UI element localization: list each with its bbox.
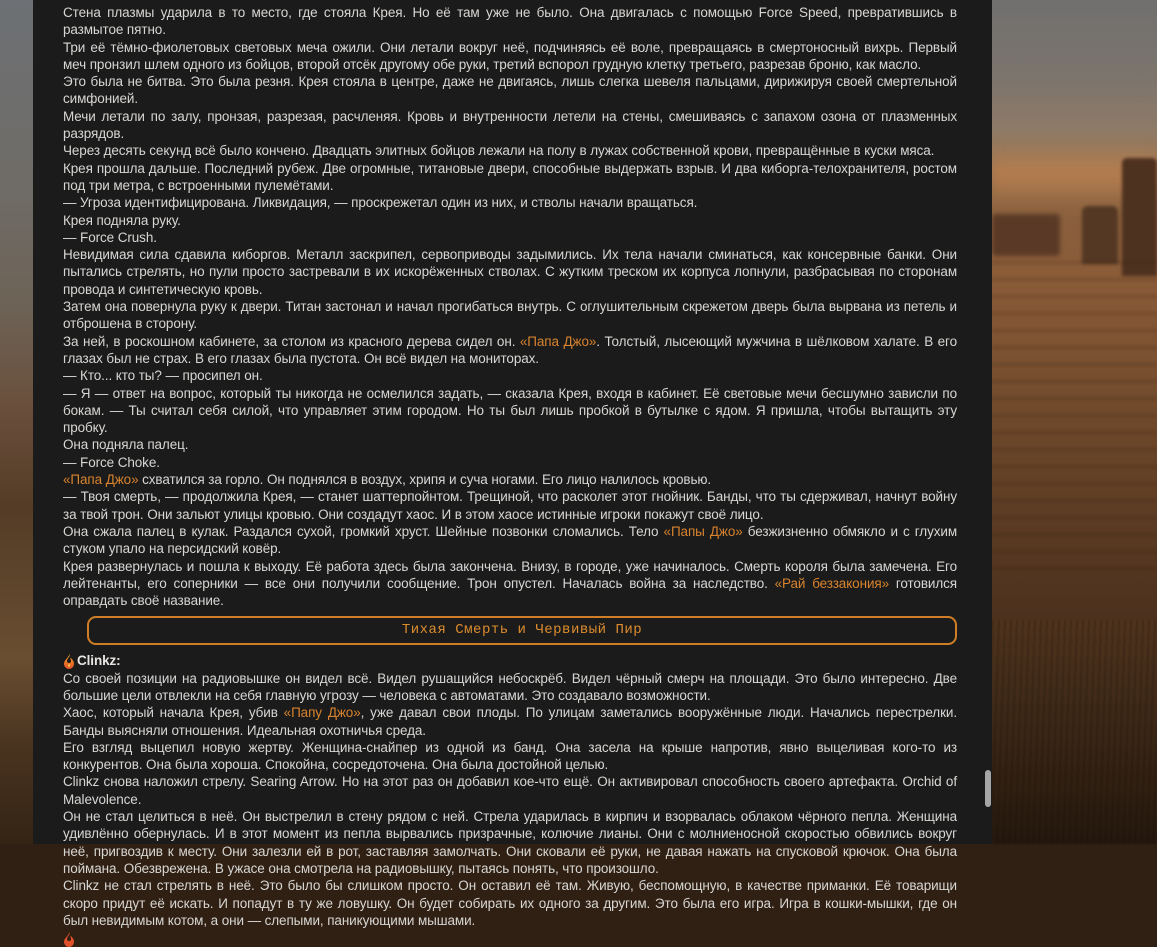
flame-icon (63, 932, 75, 947)
character-mention: «Папы Джо» (664, 524, 743, 539)
background-left-strip (0, 0, 33, 844)
character-mention: «Рай беззакония» (775, 576, 889, 591)
character-mention: «Папу Джо» (284, 705, 361, 720)
story-paragraph: Крея развернулась и пошла к выходу. Её работа здесь была закончена. Внизу, в городе, уже начиналось. Смерть короля была замечена. Его лейтенанты, его соперники — все они получили сообщение. Трон опустел. Началась война за наследство. «Рай беззакония» готовился оправдать своё название. (63, 558, 957, 610)
grass-texture (992, 620, 1157, 844)
story-paragraph: Мечи летали по залу, пронзая, разрезая, расчленяя. Кровь и внутренности летели на стены, смешиваясь с запахом озона от плазменных разрядов. (63, 108, 957, 143)
story-paragraph: Clinkz снова наложил стрелу. Searing Arrow. Но на этот раз он добавил кое-что ещё. Он активировал способность своего артефакта. Orchid of Malevolence. (63, 773, 957, 808)
flame-icon (63, 654, 75, 669)
story-paragraph: Крея подняла руку. (63, 212, 957, 229)
story-paragraph: Хаос, который начала Крея, убив «Папу Джо», уже давал свои плоды. По улицам заметались вооружённые люди. Начались перестрелки. Банды выясняли отношения. Идеальная охотничья среда. (63, 704, 957, 739)
story-body-part1 (63, 4, 957, 609)
story-paragraph: Clinkz не стал стрелять в неё. Это было бы слишком просто. Он оставил её там. Живую, беспомощную, в качестве приманки. Её товарищи скоро придут её искать. И попадут в ту же ловушку. Он будет собирать их одного за другим. Это была его игра. Игра в кошки-мышки, где он был невидимым котом, а они — слепыми, паникующими мышами. (63, 877, 957, 929)
story-paragraph: За ней, в роскошном кабинете, за столом из красного дерева сидел он. «Папа Джо». Толстый, лысеющий мужчина в шёлковом халате. В его глазах был не страх. В его глазах была пустота. Он всё видел на мониторах. (63, 333, 957, 368)
character-mention: «Папа Джо» (520, 334, 596, 349)
chapter-title: Тихая Смерть и Червивый Пир (402, 622, 642, 638)
story-paragraph: «Папа Джо» схватился за горло. Он поднялся в воздух, хрипя и суча ногами. Его лицо налилось кровью. (63, 471, 957, 488)
scrollbar-thumb[interactable] (985, 770, 991, 807)
story-body-part2 (63, 670, 957, 929)
desert-field-texture (992, 260, 1157, 580)
chapter-title-box (87, 616, 957, 645)
story-paragraph: Три её тёмно-фиолетовых световых меча ожили. Они летали вокруг неё, подчиняясь её воле, превращаясь в смертоносный вихрь. Первый меч пронзил шлем одного из бойцов, второй отсёк другому обе руки, третий вспорол грудную клетку третьего, разрезав броню, как масло. (63, 39, 957, 74)
story-paragraph: — Я — ответ на вопрос, который ты никогда не осмелился задать, — сказала Крея, входя в кабинет. Её световые мечи бесшумно зависли по бокам. — Ты считал себя силой, что управляет этим городом. Но ты был лишь пробкой в бутылке с ядом. Я пришла, чтобы вытащить эту пробку. (63, 385, 957, 437)
story-paragraph: Через десять секунд всё было кончено. Двадцать элитных бойцов лежали на полу в лужах собственной крови, превращённые в куски мяса. (63, 142, 957, 159)
story-paragraph: Затем она повернула руку к двери. Титан застонал и начал прогибаться внутрь. С оглушительным скрежетом дверь была вырвана из петель и отброшена в сторону. (63, 298, 957, 333)
section-author: Clinkz: (77, 652, 121, 669)
character-mention: «Папа Джо» (63, 472, 138, 487)
story-paragraph: Со своей позиции на радиовышке он видел всё. Видел рушащийся небоскрёб. Видел чёрный смерч на площади. Это было интересно. Две большие цели отвлекли на себя главную угрозу — человека с автоматами. Это создавало возможности. (63, 670, 957, 705)
rock-mesa (992, 214, 1060, 256)
story-paragraph: Она подняла палец. (63, 436, 957, 453)
story-paragraph: — Твоя смерть, — продолжила Крея, — станет шаттерпойнтом. Трещиной, что расколет этот гнойник. Банды, что ты сдерживал, начнут войну за твой трон. Они зальют улицы кровью. Они создадут хаос. И в этом хаосе истинные игроки покажут своё лицо. (63, 488, 957, 523)
story-paragraph: Его взгляд выцепил новую жертву. Женщина-снайпер из одной из банд. Она засела на крыше напротив, явно выцеливая кого-то из конкурентов. Она была хороша. Спокойна, сосредоточена. Она была достойной целью. (63, 739, 957, 774)
story-paragraph: Он не стал целиться в неё. Он выстрелил в стену рядом с ней. Стрела ударилась в кирпич и взорвалась облаком чёрного пепла. Женщина удивлённо обернулась. И в этот момент из пепла вырвались призрачные, колючие лианы. Они с молниеносной скоростью обвились вокруг неё, пригвоздив к месту. Они залезли ей в рот, заставляя замолчать. Они сковали её руки, не давая нажать на спусковой крючок. Она была поймана. Обезврежена. В ужасе она смотрела на радиовышку, пытаясь понять, что произошло. (63, 808, 957, 877)
story-paragraph: Крея прошла дальше. Последний рубеж. Две огромные, титановые двери, способные выдержать взрыв. И два киборга-телохранителя, ростом под три метра, с встроенными пулемётами. (63, 160, 957, 195)
rock-butte (1122, 158, 1157, 276)
story-paragraph: — Угроза идентифицирована. Ликвидация, — проскрежетал один из них, и стволы начали вращаться. (63, 194, 957, 211)
story-paragraph: Это была не битва. Это была резня. Крея стояла в центре, даже не двигаясь, лишь слегка шевеля пальцами, дирижируя своей смертельной симфонией. (63, 73, 957, 108)
story-paragraph: Стена плазмы ударила в то место, где стояла Крея. Но её там уже не было. Она двигалась с помощью Force Speed, превратившись в размытое пятно. (63, 4, 957, 39)
content-panel (33, 0, 992, 844)
rock-butte (1082, 206, 1118, 264)
story-paragraph: — Force Crush. (63, 229, 957, 246)
next-section-header-partial (63, 932, 957, 947)
story-paragraph: Она сжала палец в кулак. Раздался сухой, громкий хруст. Шейные позвонки сломались. Тело «Папы Джо» безжизненно обмякло и с глухим стуком упало на персидский ковёр. (63, 523, 957, 558)
story-paragraph: — Force Choke. (63, 454, 957, 471)
story-paragraph: — Кто... кто ты? — просипел он. (63, 367, 957, 384)
story-paragraph: Невидимая сила сдавила киборгов. Металл заскрипел, сервоприводы задымились. Их тела начали сминаться, как консервные банки. Они пытались стрелять, но пули просто застревали в их искорёженных стволах. С жутким треском их корпуса лопнули, разбрасывая по сторонам провода и синтетическую кровь. (63, 246, 957, 298)
section-header (63, 652, 957, 669)
